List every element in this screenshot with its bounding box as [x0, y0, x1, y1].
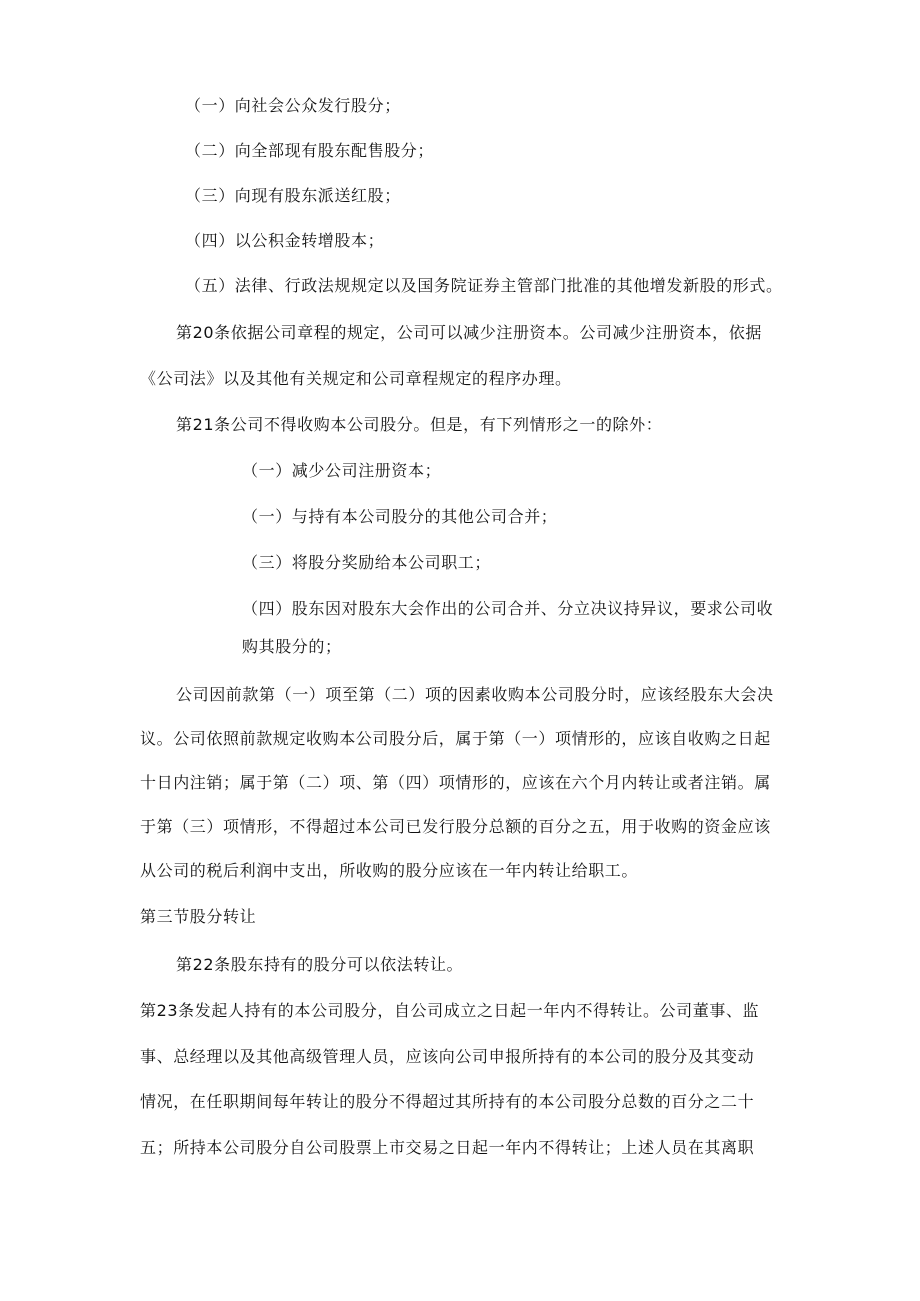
clause-item-2: （二）向全部现有股东配售股分； — [185, 141, 435, 160]
article-21-item-2: （一）与持有本公司股分的其他公司合并； — [242, 507, 558, 526]
paragraph-line-5: 从公司的税后利润中支出，所收购的股分应该在一年内转让给职工。 — [140, 861, 639, 880]
paragraph-line-1: 公司因前款第（一）项至第（二）项的因素收购本公司股分时，应该经股东大会决 — [176, 685, 774, 704]
article-23-line-4: 五；所持本公司股分自公司股票上市交易之日起一年内不得转让；上述人员在其离职 — [140, 1138, 755, 1157]
clause-item-1: （一）向社会公众发行股分； — [185, 96, 401, 115]
clause-item-4: （四）以公积金转增股本； — [185, 231, 385, 250]
article-23-line-2: 事、总经理以及其他高级管理人员，应该向公司申报所持有的本公司的股分及其变动 — [140, 1047, 755, 1066]
paragraph-line-4: 于第（三）项情形，不得超过本公司已发行股分总额的百分之五，用于收购的资金应该 — [140, 817, 771, 836]
paragraph-line-3: 十日内注销；属于第（二）项、第（四）项情形的，应该在六个月内转让或者注销。属 — [140, 773, 771, 792]
article-21-item-3: （三）将股分奖励给本公司职工； — [242, 553, 492, 572]
article-23-line-1: 第23条发起人持有的本公司股分，自公司成立之日起一年内不得转让。公司董事、监 — [140, 1001, 760, 1020]
article-20-line-2: 《公司法》以及其他有关规定和公司章程规定的程序办理。 — [140, 369, 572, 388]
article-21-heading: 第21条公司不得收购本公司股分。但是，有下列情形之一的除外： — [176, 415, 663, 434]
section-heading: 第三节股分转让 — [140, 907, 257, 926]
article-21-item-4: （四）股东因对股东大会作出的公司合并、分立决议持异议，要求公司收 — [242, 599, 774, 618]
article-21-item-4-cont: 购其股分的； — [242, 637, 342, 656]
clause-item-3: （三）向现有股东派送红股； — [185, 186, 401, 205]
article-20-line-1: 第20条依据公司章程的规定，公司可以减少注册资本。公司减少注册资本，依据 — [176, 323, 762, 342]
article-21-item-1: （一）减少公司注册资本； — [242, 461, 442, 480]
article-22: 第22条股东持有的股分可以依法转让。 — [176, 955, 464, 974]
article-23-line-3: 情况，在任职期间每年转让的股分不得超过其所持有的本公司股分总数的百分之二十 — [140, 1092, 755, 1111]
clause-item-5: （五）法律、行政法规规定以及国务院证券主管部门批准的其他增发新股的形式。 — [185, 276, 783, 295]
paragraph-line-2: 议。公司依照前款规定收购本公司股分后，属于第（一）项情形的，应该自收购之日起 — [140, 729, 771, 748]
